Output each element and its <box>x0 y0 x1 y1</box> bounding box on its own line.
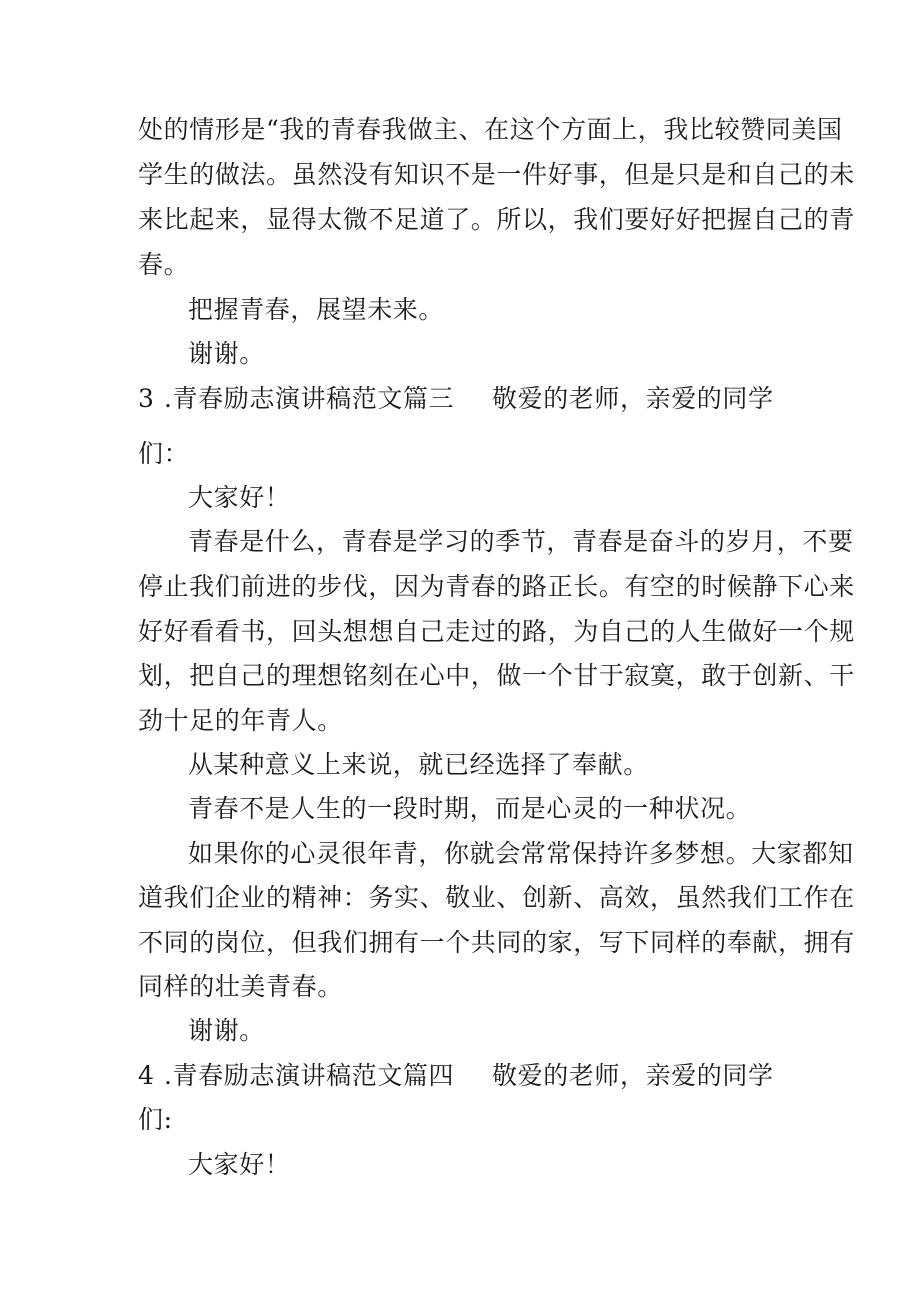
body-text-line: 如果你的心灵很年青，你就会常常保持许多梦想。大家都知 <box>188 839 854 868</box>
body-text-line: 停止我们前进的步伐，因为青春的路正长。有空的时候静下心来 <box>138 572 855 601</box>
body-text-line: 春。 <box>138 250 190 279</box>
section-title: .青春励志演讲稿范文篇三 <box>164 384 455 413</box>
hello-text: 大家好！ <box>188 1150 291 1179</box>
greeting-continuation: 们： <box>138 439 190 468</box>
body-text-line: 来比起来，显得太微不足道了。所以，我们要好好把握自己的青 <box>138 205 855 234</box>
greeting-continuation: 们: <box>138 1105 173 1134</box>
thanks-text: 谢谢。 <box>188 339 265 368</box>
body-text-line: 学生的做法。虽然没有知识不是一件好事，但是只是和自己的未 <box>138 160 855 189</box>
body-text-line: 从某种意义上来说，就已经选择了奉献。 <box>188 750 649 779</box>
hello-text: 大家好！ <box>188 483 291 512</box>
greeting-text: 敬爱的老师，亲爱的同学 <box>492 384 774 413</box>
body-text-line: 好好看看书，回头想想自己走过的路，为自己的人生做好一个规 <box>138 617 855 646</box>
body-text-line: 不同的岗位，但我们拥有一个共同的家，写下同样的奉献，拥有 <box>138 928 855 957</box>
body-text-line: 处的情形是“我的青春我做主、在这个方面上，我比较赞同美国 <box>138 115 843 144</box>
body-text-line: 青春是什么，青春是学习的季节，青春是奋斗的岁月，不要 <box>188 527 854 556</box>
section-number: 3 <box>138 384 155 413</box>
closing-line: 把握青春，展望未来。 <box>188 295 445 324</box>
body-text-line: 道我们企业的精神：务实、敬业、创新、高效，虽然我们工作在 <box>138 883 855 912</box>
greeting-text: 敬爱的老师，亲爱的同学 <box>492 1061 774 1090</box>
section-title: .青春励志演讲稿范文篇四 <box>164 1061 455 1090</box>
body-text-line: 同样的壮美青春。 <box>138 972 343 1001</box>
body-text-line: 劲十足的年青人。 <box>138 706 343 735</box>
section-number: 4 <box>138 1061 155 1090</box>
thanks-text: 谢谢。 <box>188 1016 265 1045</box>
body-text-line: 划，把自己的理想铭刻在心中，做一个甘于寂寞，敢于创新、干 <box>138 661 855 690</box>
body-text-line: 青春不是人生的一段时期，而是心灵的一种状况。 <box>188 794 752 823</box>
